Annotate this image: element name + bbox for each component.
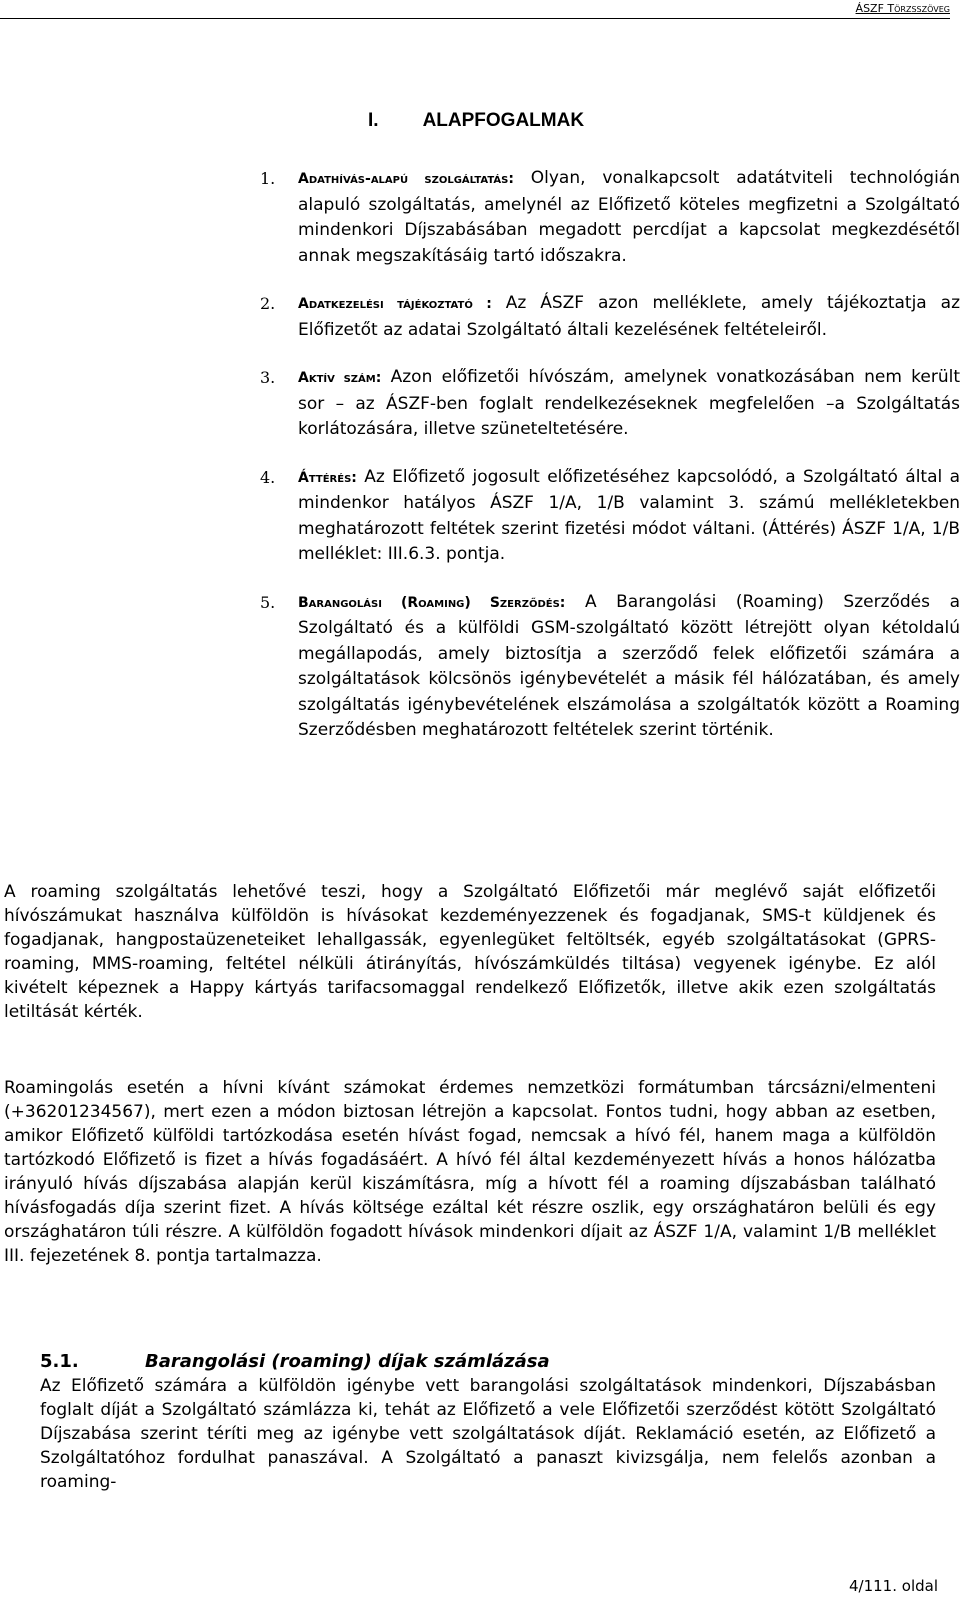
definition-list bbox=[260, 166, 960, 766]
item-term: Aktív szám: bbox=[298, 370, 382, 386]
definition-item bbox=[260, 590, 960, 744]
body-paragraph: A roaming szolgáltatás lehetővé teszi, hogy a Szolgáltató Előfizetői már meglévő saját előfizetői hívószámukat használva külföldön is hívásokat kezdeményezzenek és fogadjanak, SMS-t küldjenek és fogadjanak, hangpostaüzeneteiket lehallgassák, egyenlegüket feltöltsék, egyéb szolgáltatásokat (GPRS-roaming, MMS-roaming, feltétel nélküli átirányítás, hívószámküldés tiltása) vegyenek igénybe. Ez alól kivételt képeznek a Happy kártyás tarifacsomaggal rendelkező Előfizetők, illetve akik ezen szolgáltatás letiltását kérték. bbox=[4, 882, 936, 1022]
subsection bbox=[40, 1350, 936, 1494]
item-term: Adatkezelési tájékoztató : bbox=[298, 296, 492, 312]
definition-item bbox=[260, 465, 960, 568]
item-number: 1. bbox=[260, 169, 276, 188]
subsection-number: 5.1. bbox=[40, 1351, 79, 1372]
section-title: ALAPFOGALMAK bbox=[422, 110, 585, 131]
item-number: 4. bbox=[260, 467, 276, 487]
definition-item bbox=[260, 365, 960, 443]
item-number: 3. bbox=[260, 368, 276, 387]
body-paragraph: Roamingolás esetén a hívni kívánt számokat érdemes nemzetközi formátumban tárcsázni/elmenteni (+36201234567), mert ezen a módon biztosan létrejön a kapcsolat. Fontos tudni, hogy abban az esetben, amikor Előfizető külföldi tartózkodása esetén hívást fogad, nemcsak a hívó fél, hanem maga a külföldön tartózkodó Előfizető is fizet a hívás fogadásáért. A hívó fél által kezdeményezett hívás a honos hálózatba irányuló hívás díjszabása alapján kerül kiszámításra, míg a hívott fél a roaming díjszabásban található hívásfogadás díja szerint fizet. A hívás költsége ezáltal két részre oszlik, egy országhatáron belüli és egy országhatáron túli részre. A külföldön fogadott hívások mindenkori díjait az ÁSZF 1/A, valamint 1/B melléklet III. fejezetének 8. pontja tartalmazza. bbox=[4, 1078, 936, 1266]
item-term: Adathívás-alapú szolgáltatás: bbox=[298, 171, 514, 187]
running-title: ÁSZF Törzsszöveg bbox=[855, 2, 950, 15]
item-text bbox=[298, 365, 960, 443]
item-number: 2. bbox=[260, 294, 276, 313]
item-definition: A Barangolási (Roaming) Szerződés a Szolgáltató és a külföldi GSM-szolgáltató között létrejött olyan kétoldalú megállapodás, amely biztosítja a szerződő felek előfizetői számára a szolgáltatások kölcsönös igénybevételét a másik fél hálózatában, és amely szolgáltatás igénybevételének elszámolása a szolgáltatók között a Roaming Szerződésben meghatározott feltételek szerint történik. bbox=[298, 591, 960, 740]
item-definition: Azon előfizetői hívószám, amelynek vonatkozásában nem került sor – az ÁSZF-ben foglalt rendelkezéseknek megfelelően –a Szolgáltatás korlátozására, illetve szüneteltetésére. bbox=[298, 367, 960, 439]
item-term: Áttérés: bbox=[298, 469, 357, 486]
item-text bbox=[298, 590, 960, 744]
item-number: 5. bbox=[260, 592, 276, 612]
section-number: I. bbox=[368, 110, 379, 131]
item-definition: Az Előfizető jogosult előfizetéséhez kapcsolódó, a Szolgáltató által a mindenkor hatályos ÁSZF 1/A, 1/B valamint 3. számú mellékletekben meghatározott feltétek szerint fizetési módot váltani. (Áttérés) ÁSZF 1/A, 1/B melléklet: III.6.3. pontja. bbox=[298, 466, 960, 564]
item-text bbox=[298, 465, 960, 568]
item-definition: Az ÁSZF azon melléklete, amely tájékoztatja az Előfizetőt az adatai Szolgáltató általi kezelésének feltételeiről. bbox=[298, 293, 960, 340]
subsection-heading bbox=[40, 1350, 936, 1374]
section-heading bbox=[368, 110, 584, 132]
item-text bbox=[298, 166, 960, 269]
definition-item bbox=[260, 166, 960, 269]
item-definition: Olyan, vonalkapcsolt adatátviteli technológián alapuló szolgáltatás, amelynél az Előfizető köteles megfizetni a Szolgáltató mindenkori Díjszabásában megadott percdíjat a kapcsolat megkezdésétől annak megszakításáig tartó időszakra. bbox=[298, 168, 960, 266]
subsection-body: Az Előfizető számára a külföldön igénybe vett barangolási szolgáltatások mindenkori, Díjszabásban foglalt díját a Szolgáltató számlázza ki, tehát az Előfizető a vele Előfizetői szerződést kötött Szolgáltató Díjszabása szerint téríti meg az igénybe vett szolgáltatások díját. Reklamáció esetén, az Előfizető a Szolgáltatóhoz fordulhat panaszával. A Szolgáltató a panaszt kivizsgálja, nem felelős azonban a roaming- bbox=[40, 1376, 936, 1492]
subsection-title: Barangolási (roaming) díjak számlázása bbox=[145, 1351, 550, 1372]
item-text bbox=[298, 291, 960, 343]
definition-item bbox=[260, 291, 960, 343]
page-number: 4/111. oldal bbox=[849, 1577, 938, 1595]
item-term: Barangolási (Roaming) Szerződés: bbox=[298, 594, 566, 611]
running-header bbox=[0, 2, 950, 19]
